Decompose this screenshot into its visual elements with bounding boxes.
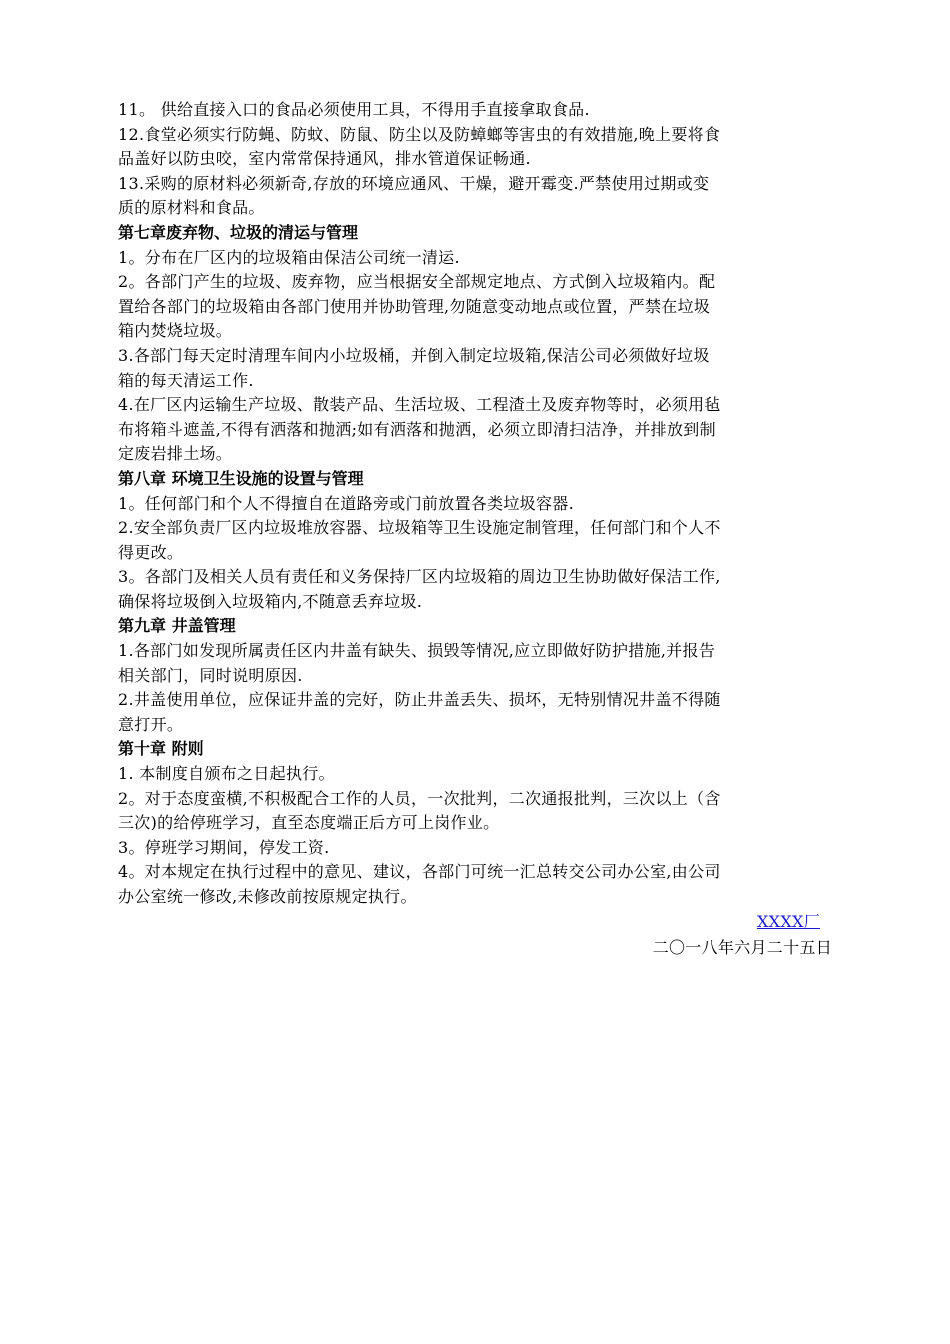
- document-page: [118, 98, 832, 961]
- signature-org-line: [118, 910, 832, 935]
- paragraph-line: 品盖好以防虫咬，室内常常保持通风，排水管道保证畅通.: [118, 149, 531, 169]
- paragraph-line: 4.在厂区内运输生产垃圾、散装产品、生活垃圾、工程渣土及废弃物等时，必须用毡: [118, 395, 721, 415]
- paragraph-line: 1。任何部门和个人不得擅自在道路旁或门前放置各类垃圾容器.: [118, 493, 574, 513]
- document-body: [118, 98, 832, 910]
- paragraph-line: 2.安全部负责厂区内垃圾堆放容器、垃圾箱等卫生设施定制管理，任何部门和个人不: [118, 518, 721, 538]
- paragraph-line: 3.各部门每天定时清理车间内小垃圾桶，并倒入制定垃圾箱,保洁公司必须做好垃圾: [118, 345, 710, 365]
- paragraph-line: 三次)的给停班学习，直至态度端正后方可上岗作业。: [118, 813, 500, 833]
- paragraph-line: 定废岩排土场。: [118, 444, 233, 464]
- paragraph-line: 布将箱斗遮盖,不得有洒落和抛洒;如有洒落和抛洒，必须立即清扫洁净，并排放到制: [118, 419, 716, 439]
- paragraph-line: 1. 本制度自颁布之日起执行。: [118, 764, 335, 784]
- paragraph-line: 3。停班学习期间，停发工资.: [118, 837, 330, 857]
- paragraph-line: 1。分布在厂区内的垃圾箱由保洁公司统一清运.: [118, 247, 460, 267]
- paragraph-line: 相关部门，同时说明原因.: [118, 665, 303, 685]
- signature-date: 二〇一八年六月二十五日: [652, 938, 832, 958]
- organization-link[interactable]: XXXX厂: [756, 911, 820, 931]
- paragraph-line: 箱的每天清运工作.: [118, 370, 254, 390]
- paragraph-line: 确保将垃圾倒入垃圾箱内,不随意丢弃垃圾.: [118, 591, 423, 611]
- chapter-heading: 第十章 附则: [118, 739, 204, 759]
- paragraph-line: 2。对于态度蛮横,不积极配合工作的人员，一次批判，二次通报批判，三次以上（含: [118, 788, 721, 808]
- paragraph-line: 得更改。: [118, 542, 184, 562]
- paragraph-line: 4。对本规定在执行过程中的意见、建议，各部门可统一汇总转交公司办公室,由公司: [118, 862, 721, 882]
- chapter-heading: 第七章废弃物、垃圾的清运与管理: [118, 222, 359, 242]
- paragraph-line: 箱内焚烧垃圾。: [118, 321, 233, 341]
- paragraph-line: 1.各部门如发现所属责任区内井盖有缺失、损毁等情况,应立即做好防护措施,并报告: [118, 641, 716, 661]
- paragraph-line: 2.井盖使用单位，应保证井盖的完好，防止井盖丢失、损坏，无特别情况井盖不得随: [118, 690, 721, 710]
- paragraph-line: 意打开。: [118, 714, 184, 734]
- paragraph-line: 质的原材料和食品。: [118, 198, 265, 218]
- paragraph-line: 2。各部门产生的垃圾、废弃物，应当根据安全部规定地点、方式倒入垃圾箱内。配: [118, 272, 716, 292]
- chapter-heading: 第八章 环境卫生设施的设置与管理: [118, 468, 364, 488]
- paragraph-line: 13.采购的原材料必须新奇,存放的环境应通风、干燥，避开霉变.严禁使用过期或变: [118, 173, 710, 193]
- paragraph-line: 置给各部门的垃圾箱由各部门使用并协助管理,勿随意变动地点或位置，严禁在垃圾: [118, 296, 711, 316]
- paragraph-line: 办公室统一修改,未修改前按原规定执行。: [118, 887, 417, 906]
- paragraph-line: 12.食堂必须实行防蝇、防蚊、防鼠、防尘以及防蟑螂等害虫的有效措施,晚上要将食: [118, 124, 721, 144]
- paragraph-line: 11。 供给直接入口的食品必须使用工具，不得用手直接拿取食品.: [118, 100, 590, 119]
- paragraph-line: 3。各部门及相关人员有责任和义务保持厂区内垃圾箱的周边卫生协助做好保洁工作,: [118, 567, 721, 587]
- chapter-heading: 第九章 井盖管理: [118, 616, 236, 636]
